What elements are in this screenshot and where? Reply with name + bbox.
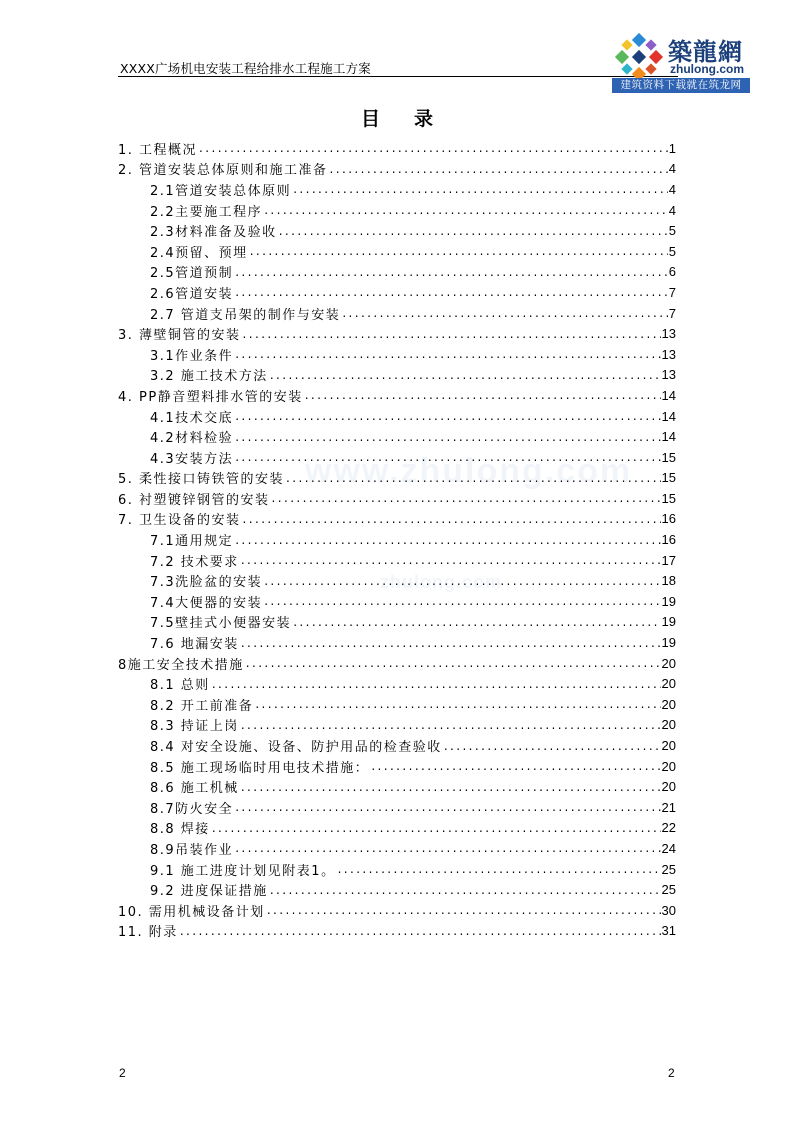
toc-entry-page: 15 <box>661 449 676 465</box>
toc-entry[interactable] <box>118 612 676 633</box>
toc-entry-page: 13 <box>661 367 676 383</box>
toc-entry-page: 20 <box>661 655 676 671</box>
toc-entry-label: 3. 薄壁铜管的安装 <box>118 324 243 343</box>
toc-entry-page: 19 <box>661 635 676 651</box>
toc-dot-leader <box>235 799 660 815</box>
toc-entry-page: 25 <box>661 882 676 898</box>
toc-entry-page: 20 <box>661 676 676 692</box>
toc-entry[interactable] <box>118 262 676 283</box>
toc-dot-leader <box>286 470 660 486</box>
toc-entry-label: 9.1 施工进度计划见附表1。 <box>118 860 338 879</box>
toc-dot-leader <box>371 758 660 774</box>
logo-slogan: 建筑资料下载就在筑龙网 <box>612 78 750 93</box>
toc-entry[interactable] <box>118 694 676 715</box>
toc-dot-leader <box>235 346 660 362</box>
toc-entry[interactable] <box>118 797 676 818</box>
toc-dot-leader <box>241 717 661 733</box>
toc-entry-page: 20 <box>661 779 676 795</box>
toc-dot-leader <box>235 284 668 300</box>
toc-entry[interactable] <box>118 365 676 386</box>
toc-entry-label: 1. 工程概况 <box>118 139 199 158</box>
toc-entry-page: 4 <box>668 161 676 177</box>
toc-entry[interactable] <box>118 344 676 365</box>
toc-dot-leader <box>235 532 660 548</box>
toc-entry-label: 2.6管道安装 <box>118 283 235 302</box>
watermark-small: zhulong.com <box>380 572 502 592</box>
toc-entry-page: 13 <box>661 326 676 342</box>
toc-entry-page: 20 <box>661 738 676 754</box>
toc-entry-label: 2.3材料准备及验收 <box>118 221 279 240</box>
toc-entry[interactable] <box>118 653 676 674</box>
toc-entry-page: 24 <box>661 840 676 856</box>
toc-dot-leader <box>241 635 661 651</box>
toc-heading-right: 录 <box>414 108 434 130</box>
toc-entry[interactable] <box>118 138 676 159</box>
toc-entry[interactable] <box>118 879 676 900</box>
toc-entry[interactable] <box>118 179 676 200</box>
toc-entry[interactable] <box>118 488 676 509</box>
toc-entry-label: 7.5壁挂式小便器安装 <box>118 612 293 631</box>
toc-entry-page: 14 <box>661 387 676 403</box>
toc-entry[interactable] <box>118 220 676 241</box>
toc-entry[interactable] <box>118 859 676 880</box>
toc-entry-page: 4 <box>668 202 676 218</box>
toc-entry-page: 22 <box>661 820 676 836</box>
toc-dot-leader <box>235 449 660 465</box>
logo-name: 築龍網 <box>668 37 743 66</box>
toc-dot-leader <box>241 552 661 568</box>
toc-dot-leader <box>235 264 668 280</box>
toc-entry[interactable] <box>118 447 676 468</box>
toc-entry-label: 2.4预留、预埋 <box>118 242 250 261</box>
toc-dot-leader <box>270 882 661 898</box>
toc-dot-leader <box>272 490 661 506</box>
toc-dot-leader <box>241 779 661 795</box>
toc-entry-page: 20 <box>661 696 676 712</box>
toc-entry-label: 8.3 持证上岗 <box>118 715 241 734</box>
toc-entry-page: 20 <box>661 717 676 733</box>
toc-entry-label: 2.5管道预制 <box>118 262 235 281</box>
toc-entry-page: 18 <box>661 573 676 589</box>
toc-entry[interactable] <box>118 241 676 262</box>
toc-dot-leader <box>235 840 660 856</box>
toc-dot-leader <box>250 243 668 259</box>
toc-entry-label: 4.3安装方法 <box>118 448 235 467</box>
toc-entry-page: 17 <box>661 552 676 568</box>
toc-entry[interactable] <box>118 406 676 427</box>
toc-entry[interactable] <box>118 756 676 777</box>
toc-entry-page: 5 <box>668 243 676 259</box>
toc-dot-leader <box>270 367 661 383</box>
toc-entry-page: 7 <box>668 284 676 300</box>
snowflake-logo-icon <box>614 32 664 82</box>
toc-dot-leader <box>255 696 660 712</box>
toc-entry-label: 8.8 焊接 <box>118 818 212 837</box>
toc-dot-leader <box>246 655 661 671</box>
toc-entry-page: 20 <box>661 758 676 774</box>
toc-entry[interactable] <box>118 715 676 736</box>
header-divider <box>118 76 678 77</box>
toc-entry[interactable] <box>118 550 676 571</box>
zhulong-logo <box>612 30 752 92</box>
toc-entry-label: 4.1技术交底 <box>118 407 235 426</box>
toc-entry-label: 8.4 对安全设施、设备、防护用品的检查验收 <box>118 736 444 755</box>
toc-entry-page: 15 <box>661 470 676 486</box>
toc-dot-leader <box>235 429 660 445</box>
toc-entry-page: 15 <box>661 490 676 506</box>
toc-dot-leader <box>243 511 661 527</box>
toc-entry-label: 8.2 开工前准备 <box>118 695 255 714</box>
toc-dot-leader <box>293 181 668 197</box>
toc-entry-label: 6. 衬塑镀锌钢管的安装 <box>118 489 272 508</box>
toc-entry[interactable] <box>118 200 676 221</box>
toc-dot-leader <box>235 408 660 424</box>
toc-entry[interactable] <box>118 735 676 756</box>
toc-entry-label: 4.2材料检验 <box>118 427 235 446</box>
toc-entry-label: 2.1管道安装总体原则 <box>118 180 293 199</box>
toc-dot-leader <box>243 326 661 342</box>
toc-entry-page: 6 <box>668 264 676 280</box>
toc-entry-page: 4 <box>668 181 676 197</box>
watermark-large: www.zhulong.com <box>305 452 633 490</box>
toc-entry-label: 10. 需用机械设备计划 <box>118 901 267 920</box>
toc-dot-leader <box>444 738 661 754</box>
toc-dot-leader <box>264 573 660 589</box>
toc-dot-leader <box>330 161 668 177</box>
toc-entry-page: 1 <box>668 140 676 156</box>
toc-entry[interactable] <box>118 303 676 324</box>
toc-entry[interactable] <box>118 385 676 406</box>
footer-page-number-right: 2 <box>668 1066 675 1080</box>
toc-entry-label: 7.3洗脸盆的安装 <box>118 571 264 590</box>
toc-entry-page: 14 <box>661 408 676 424</box>
toc-entry[interactable] <box>118 921 676 942</box>
toc-dot-leader <box>212 820 661 836</box>
toc-entry[interactable] <box>118 776 676 797</box>
toc-entry[interactable] <box>118 529 676 550</box>
toc-entry-page: 31 <box>661 923 676 939</box>
toc-entry-page: 13 <box>661 346 676 362</box>
toc-entry-page: 19 <box>661 614 676 630</box>
toc-entry-label: 7.6 地漏安装 <box>118 633 241 652</box>
toc-entry[interactable] <box>118 159 676 180</box>
footer-page-number-left: 2 <box>119 1066 126 1080</box>
toc-entry-label: 8.1 总则 <box>118 674 212 693</box>
toc-entry-label: 7.1通用规定 <box>118 530 235 549</box>
toc-entry-label: 11. 附录 <box>118 921 180 940</box>
toc-entry-label: 2.2主要施工程序 <box>118 201 264 220</box>
toc-entry-label: 9.2 进度保证措施 <box>118 880 270 899</box>
toc-entry[interactable] <box>118 632 676 653</box>
toc-entry-page: 7 <box>668 305 676 321</box>
toc-dot-leader <box>199 140 668 156</box>
toc-entry-page: 30 <box>661 902 676 918</box>
toc-entry[interactable] <box>118 426 676 447</box>
toc-dot-leader <box>180 923 661 939</box>
toc-entry-page: 16 <box>661 511 676 527</box>
toc-entry[interactable] <box>118 323 676 344</box>
toc-entry-label: 4. PP静音塑料排水管的安装 <box>118 386 305 405</box>
toc-heading <box>0 104 794 131</box>
toc-entry-label: 3.1作业条件 <box>118 345 235 364</box>
toc-entry-page: 19 <box>661 593 676 609</box>
toc-entry-label: 8.5 施工现场临时用电技术措施： <box>118 757 371 776</box>
toc-entry-page: 5 <box>668 223 676 239</box>
toc-entry-label: 2. 管道安装总体原则和施工准备 <box>118 159 330 178</box>
toc-dot-leader <box>305 387 661 403</box>
table-of-contents <box>118 138 676 941</box>
toc-entry[interactable] <box>118 838 676 859</box>
toc-entry-label: 8.9吊装作业 <box>118 839 235 858</box>
toc-dot-leader <box>264 593 660 609</box>
toc-entry-page: 25 <box>661 861 676 877</box>
toc-dot-leader <box>212 676 661 692</box>
toc-entry-label: 3.2 施工技术方法 <box>118 365 270 384</box>
toc-dot-leader <box>267 902 661 918</box>
toc-entry-label: 7.2 技术要求 <box>118 551 241 570</box>
toc-entry-label: 2.7 管道支吊架的制作与安装 <box>118 304 342 323</box>
toc-entry-label: 5. 柔性接口铸铁管的安装 <box>118 468 286 487</box>
toc-entry[interactable] <box>118 591 676 612</box>
document-title: XXXX广场机电安装工程给排水工程施工方案 <box>120 61 371 76</box>
toc-entry[interactable] <box>118 468 676 489</box>
toc-entry-label: 7.4大便器的安装 <box>118 592 264 611</box>
toc-entry[interactable] <box>118 900 676 921</box>
toc-entry-page: 14 <box>661 429 676 445</box>
toc-heading-left: 目 <box>360 108 380 130</box>
toc-entry-label: 8施工安全技术措施 <box>118 654 246 673</box>
toc-entry-page: 21 <box>661 799 676 815</box>
toc-entry-label: 8.7防火安全 <box>118 798 235 817</box>
toc-entry[interactable] <box>118 509 676 530</box>
toc-dot-leader <box>338 861 661 877</box>
toc-entry[interactable] <box>118 282 676 303</box>
toc-entry-page: 16 <box>661 532 676 548</box>
toc-entry-label: 7. 卫生设备的安装 <box>118 509 243 528</box>
toc-entry[interactable] <box>118 673 676 694</box>
toc-entry[interactable] <box>118 818 676 839</box>
toc-dot-leader <box>293 614 660 630</box>
logo-domain: zhulong.com <box>670 62 744 76</box>
toc-entry[interactable] <box>118 570 676 591</box>
toc-dot-leader <box>279 223 668 239</box>
toc-dot-leader <box>342 305 667 321</box>
toc-dot-leader <box>264 202 668 218</box>
toc-entry-label: 8.6 施工机械 <box>118 777 241 796</box>
